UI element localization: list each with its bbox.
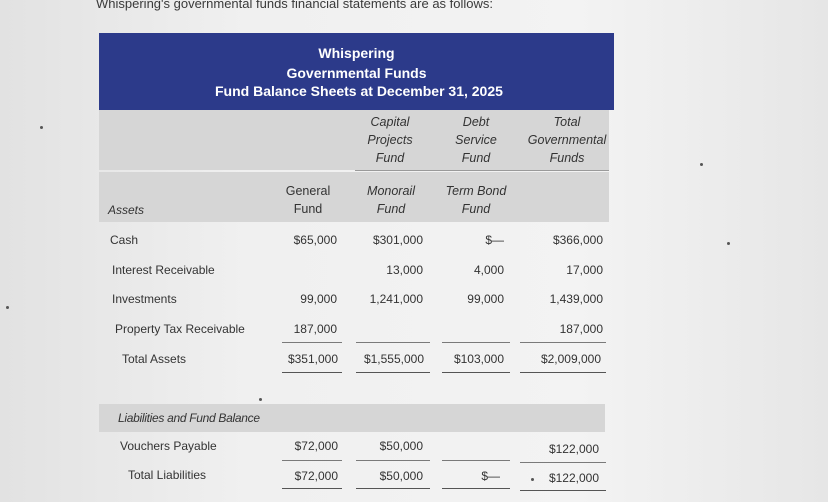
col-debt-subheader bbox=[438, 182, 514, 218]
vouchers-capital: $50,000 bbox=[379, 439, 423, 453]
vouchers-label: Vouchers Payable bbox=[120, 439, 217, 453]
col-capital-top3: Fund bbox=[375, 151, 405, 165]
total-liabilities-debt: $— bbox=[481, 469, 500, 483]
col-total-header bbox=[522, 113, 612, 167]
entity-name: Whispering bbox=[318, 45, 395, 61]
total-assets-total: $2,009,000 bbox=[540, 352, 601, 366]
header-band-divider bbox=[355, 170, 609, 171]
col-general-line2: Fund bbox=[293, 202, 323, 216]
liab-rule-debt bbox=[442, 460, 510, 461]
col-capital-line2: Fund bbox=[376, 202, 406, 216]
investments-total: 1,439,000 bbox=[549, 292, 603, 306]
speck bbox=[259, 398, 262, 401]
total-rule-debt bbox=[442, 372, 510, 373]
property-tax-total: 187,000 bbox=[559, 322, 603, 336]
speck bbox=[40, 126, 43, 129]
col-capital-top1: Capital bbox=[370, 115, 410, 129]
col-capital-subheader bbox=[352, 182, 430, 218]
cash-total: $366,000 bbox=[552, 233, 603, 247]
intro-text: Whispering's governmental funds financial statements are as follows: bbox=[96, 0, 494, 11]
bottom-rule-total bbox=[520, 490, 606, 491]
total-rule-total bbox=[520, 372, 606, 373]
cash-debt: $— bbox=[485, 233, 504, 247]
total-rule-general bbox=[282, 372, 342, 373]
investments-debt: 99,000 bbox=[467, 292, 504, 306]
total-assets-general: $351,000 bbox=[287, 352, 338, 366]
col-capital-header bbox=[352, 113, 428, 167]
property-tax-general: 187,000 bbox=[293, 322, 337, 336]
subtotal-rule-capital bbox=[356, 342, 430, 343]
col-debt-top3: Fund bbox=[461, 151, 491, 165]
bottom-rule-capital bbox=[356, 488, 430, 489]
col-total-top1: Total bbox=[553, 115, 581, 129]
cash-general: $65,000 bbox=[293, 233, 337, 247]
speck bbox=[727, 242, 730, 245]
speck bbox=[531, 478, 534, 481]
cash-label: Cash bbox=[110, 233, 139, 247]
total-assets-capital: $1,555,000 bbox=[363, 352, 424, 366]
col-total-top3: Funds bbox=[549, 151, 585, 165]
vouchers-general: $72,000 bbox=[294, 439, 338, 453]
col-capital-line1: Monorail bbox=[367, 184, 415, 198]
total-liabilities-label: Total Liabilities bbox=[128, 468, 207, 482]
statement-subtitle: Governmental Funds bbox=[286, 65, 427, 81]
speck bbox=[6, 306, 9, 309]
col-debt-top1: Debt bbox=[462, 115, 490, 129]
assets-section-label: Assets bbox=[108, 203, 145, 217]
col-debt-line2: Fund bbox=[461, 202, 491, 216]
total-liabilities-capital: $50,000 bbox=[379, 469, 423, 483]
subtotal-rule-general bbox=[282, 342, 342, 343]
subtotal-rule-debt bbox=[442, 342, 510, 343]
col-general-line1: General bbox=[285, 184, 331, 198]
speck bbox=[700, 163, 703, 166]
subtotal-rule-total bbox=[520, 342, 606, 343]
vouchers-total: $122,000 bbox=[548, 442, 599, 456]
liab-rule-capital bbox=[356, 460, 430, 461]
cash-capital: $301,000 bbox=[372, 233, 423, 247]
col-debt-line1: Term Bond bbox=[445, 184, 507, 198]
investments-label: Investments bbox=[112, 292, 177, 306]
property-tax-label: Property Tax Receivable bbox=[115, 322, 245, 336]
total-liabilities-general: $72,000 bbox=[294, 469, 338, 483]
col-debt-header bbox=[438, 113, 514, 167]
liab-rule-total bbox=[520, 462, 606, 463]
total-rule-capital bbox=[356, 372, 430, 373]
investments-general: 99,000 bbox=[300, 292, 337, 306]
total-assets-label: Total Assets bbox=[122, 352, 187, 366]
col-total-top2: Governmental bbox=[527, 133, 607, 147]
liab-rule-general bbox=[282, 460, 342, 461]
col-capital-top2: Projects bbox=[367, 133, 413, 147]
liabilities-section-label: Liabilities and Fund Balance bbox=[118, 411, 260, 425]
statement-title: Fund Balance Sheets at December 31, 2025 bbox=[215, 83, 503, 99]
interest-label: Interest Receivable bbox=[112, 263, 215, 277]
interest-total: 17,000 bbox=[566, 263, 603, 277]
interest-capital: 13,000 bbox=[386, 263, 423, 277]
total-assets-debt: $103,000 bbox=[453, 352, 504, 366]
statement-header bbox=[99, 33, 614, 110]
investments-capital: 1,241,000 bbox=[369, 292, 423, 306]
total-liabilities-total: $122,000 bbox=[548, 471, 599, 485]
col-general-subheader bbox=[270, 182, 346, 218]
bottom-rule-debt bbox=[442, 488, 510, 489]
bottom-rule-general bbox=[282, 488, 342, 489]
col-debt-top2: Service bbox=[455, 133, 497, 147]
interest-debt: 4,000 bbox=[473, 263, 504, 277]
